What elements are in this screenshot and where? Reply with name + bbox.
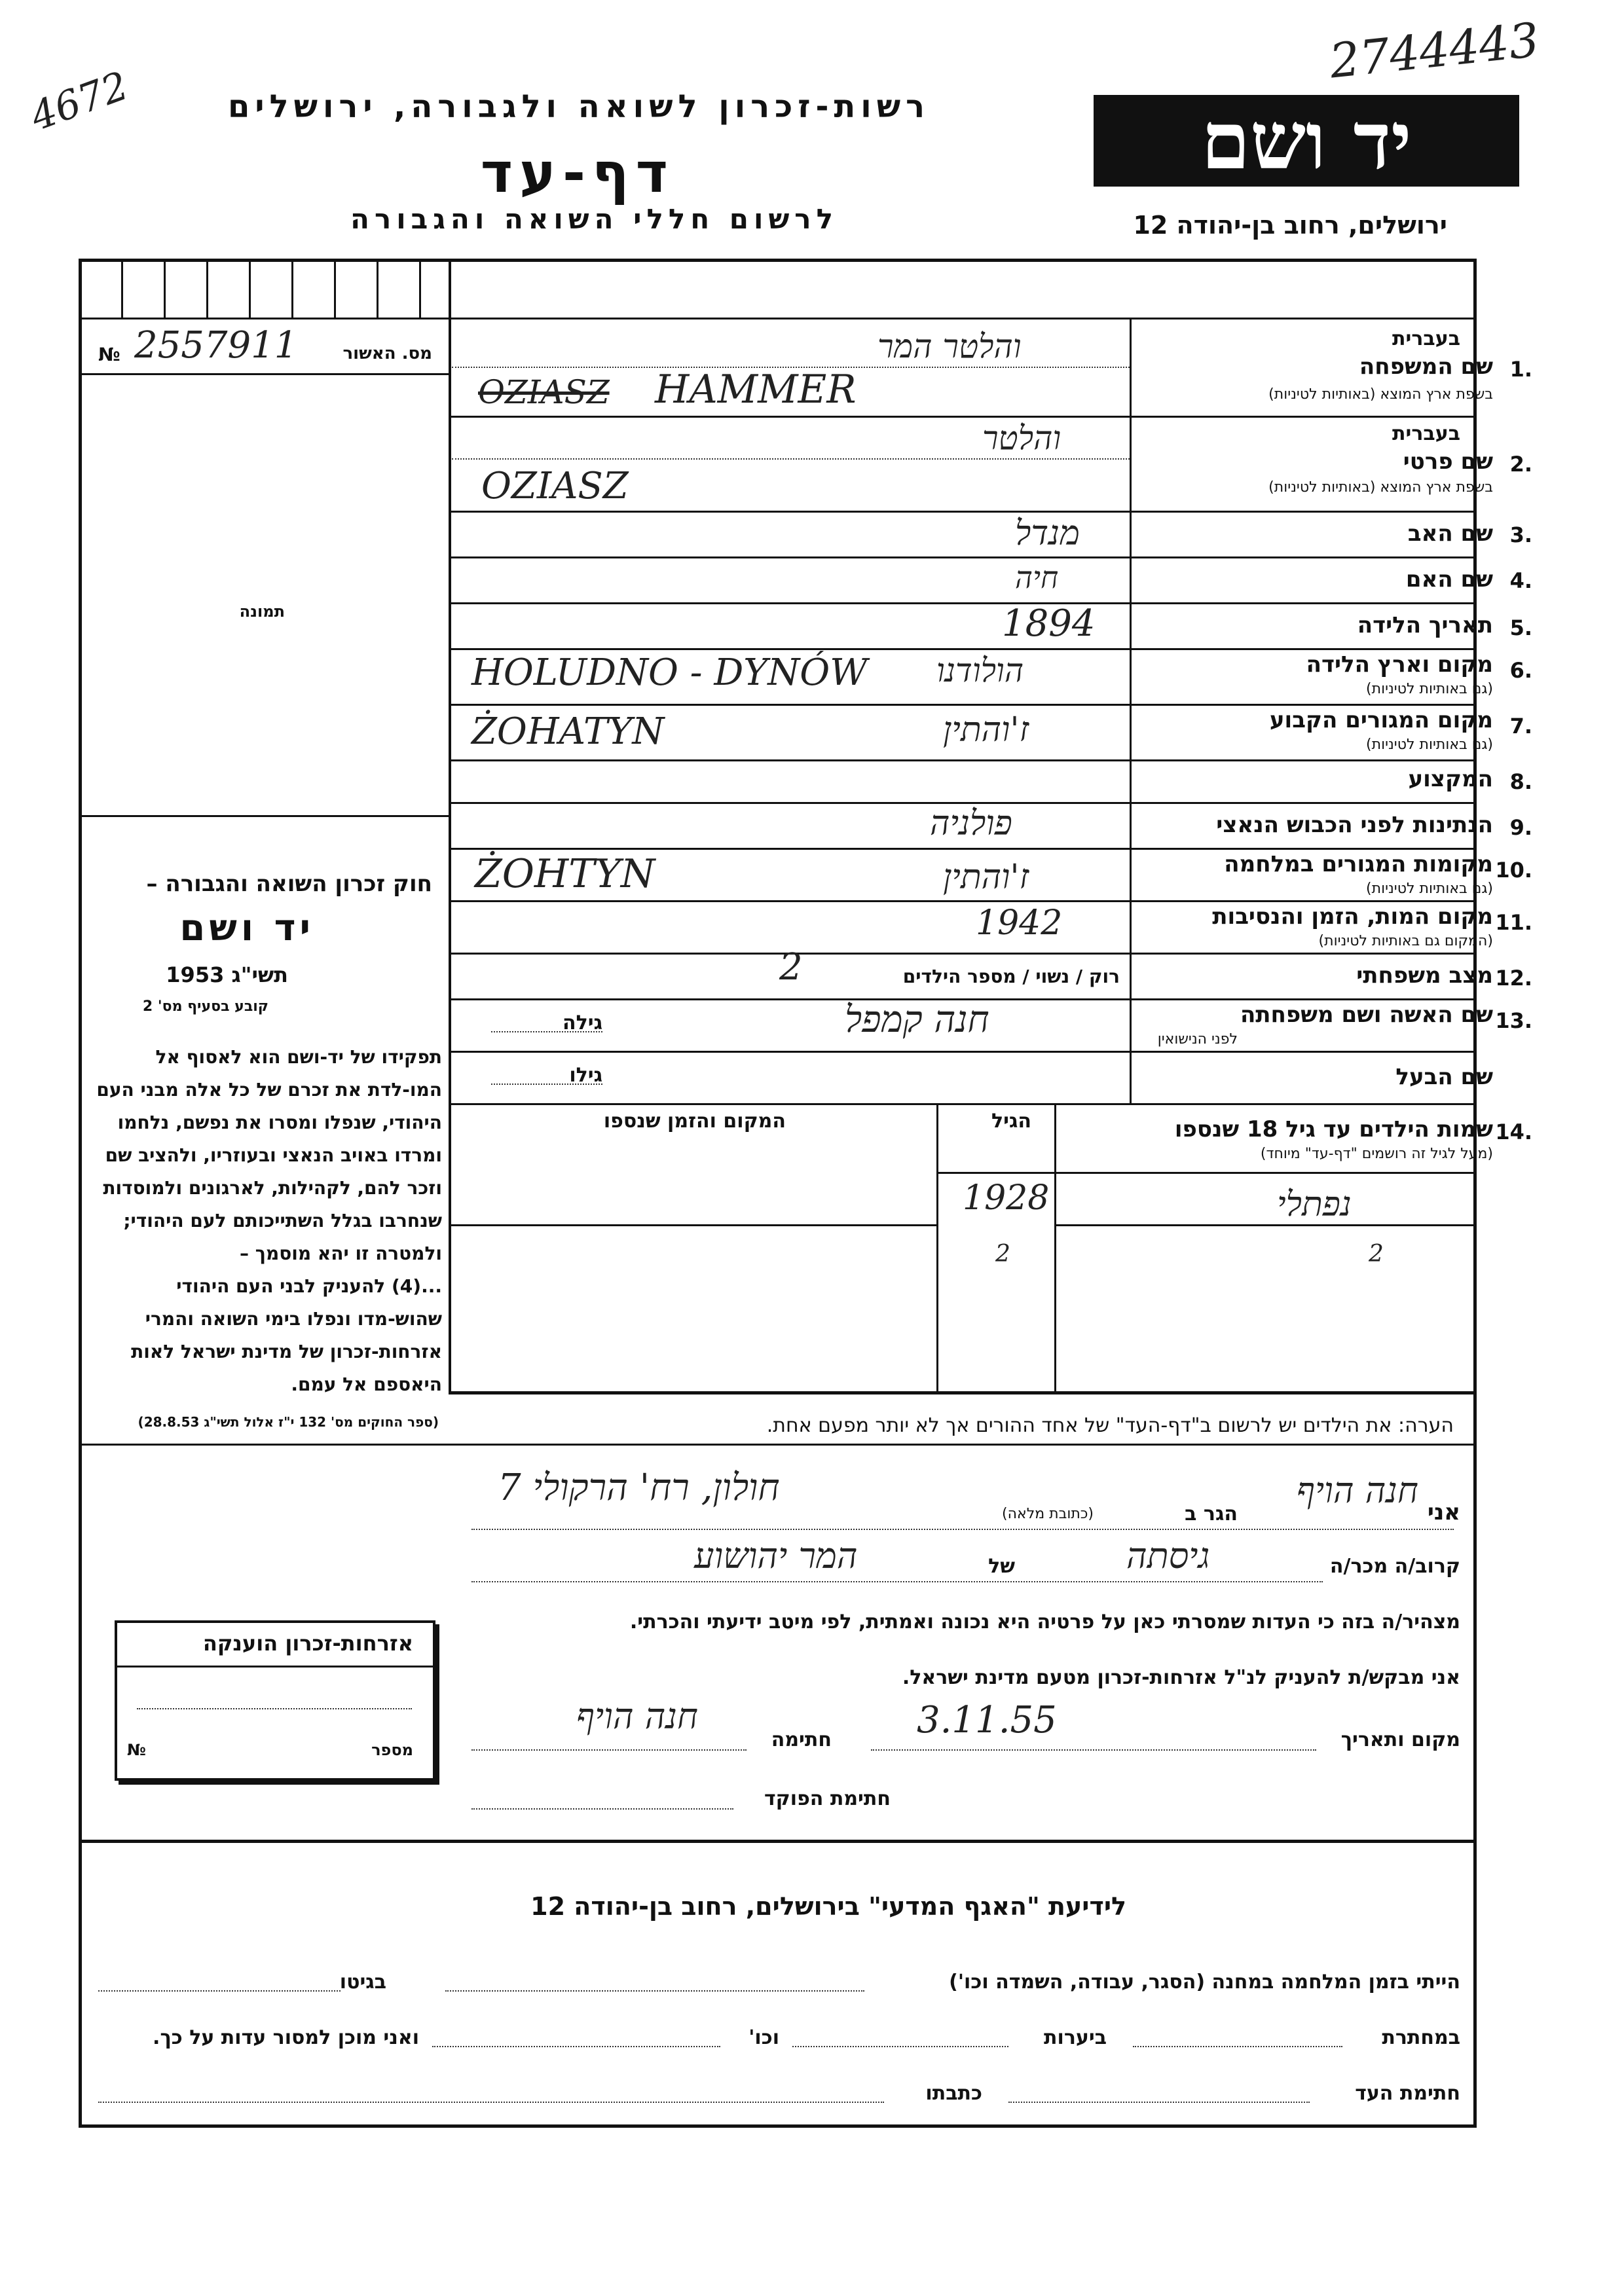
field-3-number: 3. [1509, 522, 1532, 547]
child-1-age: 1928 [963, 1178, 1050, 1218]
form-subtitle: לרשום חללי השואה והגבורה [350, 203, 838, 235]
field-11-sub: (המקום גם באותיות לטיניות) [1318, 933, 1493, 949]
footer-line2-end: ואני מוכן למסור עדות על כך. [153, 2026, 419, 2049]
law-text-2: ...(4) להעניק לבני העם היהודי שהוש-מדו ונפלו בימי השואה והמרי אזרחות-זכרון של מדינת ישראל לאות היאספם אל עמם. [131, 1275, 442, 1395]
approval-label: מס. האשור [342, 344, 432, 363]
field-2-number: 2. [1509, 452, 1532, 477]
corner-number: 2744443 [1327, 12, 1542, 89]
field-6-number: 6. [1509, 658, 1532, 683]
field-1-number: 1. [1509, 357, 1532, 382]
field-7-number: 7. [1509, 714, 1532, 738]
field-3-label: שם האב [1407, 520, 1493, 547]
field-9-label: הנתינות לפני הכבוש הנאצי [1216, 812, 1493, 838]
decl-statement: מצהיר/ה בזה כי העדות שמסרתי כאן על פרטיה היא נכונה ואמתית, לפי מיטב ידיעתי והכרתי. [629, 1611, 1460, 1633]
decl-address-hint: (כתובת מלאה) [1002, 1506, 1094, 1522]
footer-line3-start: חתימת העד [1355, 2082, 1460, 2105]
field-4-number: 4. [1509, 568, 1532, 593]
children-sub: (מעל לגיל זה רושמים "דף-עד" מיוחד) [1260, 1146, 1493, 1162]
decl-request: אני מבקש/ת להעניק לנ"ל אזרחות-זכרון מטעם מדינת ישראל. [902, 1666, 1460, 1689]
footer-line1-start: הייתי בזמן המלחמה במחנה (הסגר, עבודה, השמדה וכו') [949, 1971, 1460, 1994]
field-1-struck-value: OZIASZ [478, 373, 610, 411]
decl-relation-value: גיסתה [1126, 1535, 1210, 1576]
children-col-age: הגיל [991, 1110, 1031, 1133]
photo-label: תמונה [239, 602, 285, 621]
citizenship-number-label: מספר [371, 1741, 413, 1759]
field-5-label: תאריך הלידה [1357, 612, 1493, 638]
field-11-label: מקום המות, הזמן והנסיבות [1212, 903, 1493, 930]
field-6-latin-value: HOLUDNO - DYNÓW [471, 651, 868, 694]
footer-line2-start: במחתרת [1382, 2026, 1460, 2049]
field-9-value: פולניה [930, 804, 1012, 843]
frame-top [79, 259, 1477, 262]
field-12-options: רוק / נשוי / מספר הילדים [902, 966, 1120, 987]
logo-text: יד ושם [1201, 94, 1412, 187]
field-1-hebrew-value: והלטר המר [877, 327, 1022, 365]
note: הערה: את הילדים יש לרשום ב"דף-העד" של אחד ההורים אך לא יותר מפעם אחת. [766, 1414, 1454, 1437]
field-10-sub: (גם באותיות לטיניות) [1366, 881, 1493, 897]
field-1-sub: בשפת ארץ המוצא (באותיות לטיניות) [1268, 386, 1493, 403]
children-number: 14. [1495, 1120, 1532, 1144]
citizenship-number-prefix: № [127, 1741, 146, 1759]
decl-place-date-label: מקום ותאריך [1340, 1728, 1460, 1751]
field-13-value: חנה קמפל [845, 998, 989, 1041]
footer-line2-etc: וכו' [748, 2026, 779, 2049]
field-6-hebrew-value: הולודנו [936, 651, 1024, 689]
field-10-latin-value: ŻOHTYN [475, 851, 655, 897]
label-divider [1130, 318, 1132, 1103]
field-2-sub-hebrew: בעברית [1392, 422, 1460, 445]
decl-address-value: חולון, רח' הרקולי 7 [498, 1467, 780, 1509]
field-5-number: 5. [1509, 615, 1532, 640]
field-husband-label: שם הבעל [1395, 1064, 1493, 1090]
frame-left [79, 259, 82, 2128]
field-5-value: 1894 [1002, 602, 1096, 645]
field-1-latin-value: HAMMER [655, 367, 857, 412]
field-11-number: 11. [1495, 910, 1532, 935]
yad-vashem-logo [1094, 95, 1519, 187]
decl-name-value: חנה הויף [1297, 1470, 1418, 1511]
law-text: תפקידו של יד-ושם הוא לאסוף אל המו-לדת את זכרם של כל אלה מבני העם היהודי, שנפלו ומסרו את נפשם, נלחמו ומרדו באויב הנאצי ובעוזריו, ולהציב שם וזכר להם, לקהילות, לארגונים ולמוסדות שנחרבו בגלל השתייכותם לעם היהודי; ולמטרה זו יהא מוסמך – [96, 1046, 442, 1264]
law-year: תשי"ג 1953 [166, 962, 288, 987]
field-10-number: 10. [1495, 858, 1532, 883]
field-12-label: מצב משפחתי [1356, 962, 1493, 989]
org-name: רשות-זכרון לשואה ולגבורה, ירושלים [227, 88, 930, 125]
law-reference: (ספר החוקים מס' 132 י"ז אלול תשי"ג 28.8.53) [138, 1414, 439, 1430]
address: ירושלים, רחוב בן-יהודה 12 [1133, 211, 1447, 240]
footer-line1-end: בגיטו [339, 1971, 386, 1994]
field-1-label: שם המשפחה [1359, 354, 1493, 380]
child-2-name: 2 [1369, 1241, 1384, 1267]
decl-signature-value: חנה הויף [576, 1696, 698, 1737]
field-9-number: 9. [1509, 815, 1532, 840]
frame-bottom [79, 2124, 1477, 2128]
field-4-label: שם האם [1405, 566, 1493, 592]
field-7-sub: (גם באותיות לטיניות) [1366, 737, 1493, 753]
children-col-place: המקום והזמן שנספו [603, 1110, 786, 1133]
field-husband-age-label: גילו [569, 1064, 602, 1087]
field-2-latin-value: OZIASZ [481, 465, 629, 507]
field-7-latin-value: ŻOHATYN [471, 710, 665, 753]
footer-line2-mid: ביערות [1044, 2026, 1107, 2049]
field-12-value: 2 [779, 946, 803, 989]
margin-note: 4672 [24, 62, 135, 141]
children-label: שמות הילדים עד גיל 18 שנספו [1174, 1116, 1493, 1142]
field-12-number: 12. [1495, 966, 1532, 991]
field-10-label: מקומות המגורים במלחמה [1224, 851, 1493, 877]
form-title: דף-עד [480, 141, 674, 205]
field-2-sub: בשפת ארץ המוצא (באותיות לטיניות) [1268, 479, 1493, 496]
citizenship-box [115, 1620, 435, 1781]
field-13-age-label: גילה [563, 1011, 602, 1034]
child-1-name: נפתלי [1277, 1185, 1352, 1224]
field-8-label: המקצוע [1408, 766, 1493, 792]
law-name: יד ושם [179, 907, 314, 949]
field-10-hebrew-value: ז'והתין [943, 858, 1029, 897]
decl-lives-label: הגר ב [1185, 1503, 1238, 1525]
footer-line3-mid: כתבתו [925, 2082, 982, 2105]
field-13-number: 13. [1495, 1008, 1532, 1033]
decl-signature-label: חתימה [771, 1728, 832, 1751]
field-1-sub-hebrew: בעברית [1392, 327, 1460, 350]
law-clause: קובע בסעיף מס' 2 [142, 998, 268, 1015]
field-2-hebrew-value: והלטר [982, 419, 1061, 457]
decl-of-value: המר יהושוע [694, 1535, 858, 1576]
decl-place-date-value: 3.11.55 [917, 1699, 1057, 1741]
child-2-age: 2 [995, 1241, 1010, 1267]
approval-number: 2557911 [134, 324, 298, 367]
decl-relative-label: קרוב/ה מכר/ה [1329, 1555, 1460, 1578]
footer-title: לידיעת "האגף המדעי" בירושלים, רחוב בן-יהודה 12 [530, 1892, 1126, 1921]
field-13-sub: לפני הנישואין [1157, 1031, 1238, 1048]
field-3-value: מנדל [1015, 514, 1080, 553]
field-7-hebrew-value: ז'והתין [943, 710, 1029, 750]
field-7-label: מקום המגורים הקבוע [1269, 707, 1493, 733]
decl-officer-label: חתימת הפוקד [764, 1787, 891, 1810]
approval-prefix: № [98, 344, 120, 365]
law-heading: חוק זכרון השואה והגבורה – [146, 871, 432, 897]
field-2-label: שם פרטי [1403, 448, 1493, 475]
field-13-label: שם האשה ושם משפחתה [1240, 1002, 1493, 1028]
citizenship-title: אזרחות-זכרון הוענקה [202, 1631, 413, 1656]
field-4-value: חיה [1015, 560, 1059, 595]
decl-i-label: אני [1427, 1499, 1460, 1525]
field-11-value: 1942 [976, 903, 1063, 943]
field-6-label: מקום וארץ הלידה [1306, 651, 1493, 678]
field-8-number: 8. [1509, 769, 1532, 794]
field-6-sub: (גם באותיות לטיניות) [1366, 681, 1493, 697]
decl-of-label: של [988, 1555, 1015, 1578]
